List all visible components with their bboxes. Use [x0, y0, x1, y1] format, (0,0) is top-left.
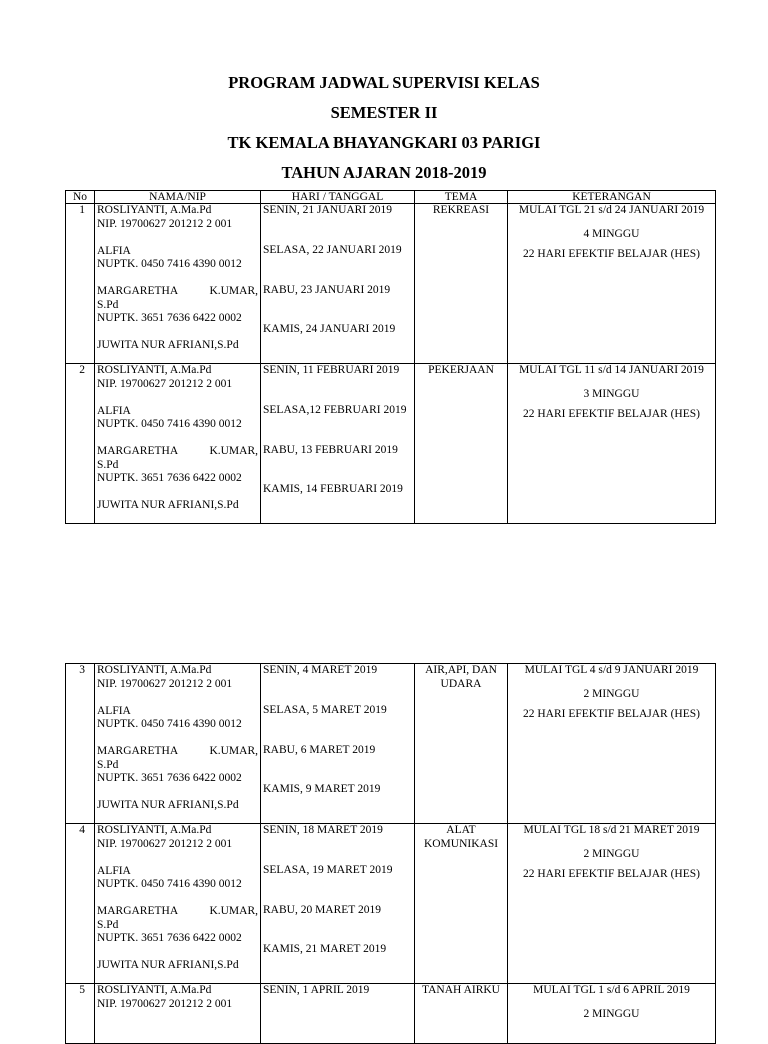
note-line: 2 MINGGU [583, 1007, 640, 1020]
teacher-list-cell [95, 364, 261, 524]
schedule-day: SELASA, 5 MARET 2019 [263, 704, 387, 716]
schedule-day: SELASA, 22 JANUARI 2019 [263, 244, 402, 256]
notes-cell [508, 664, 716, 824]
schedule-day: KAMIS, 14 FEBRUARI 2019 [263, 483, 403, 495]
note-line: 2 MINGGU [583, 847, 640, 860]
header-tema: TEMA [415, 191, 508, 204]
teacher-name: JUWITA NUR AFRIANI,S.Pd [97, 339, 239, 351]
teacher-name-part: MARGARETHA [97, 445, 179, 457]
teacher-id: NUPTK. 0450 7416 4390 0012 [97, 718, 242, 730]
header-hari: HARI / TANGGAL [261, 191, 415, 204]
schedule-days-cell [261, 364, 415, 524]
schedule-days-cell [261, 204, 415, 364]
note-line: MULAI TGL 11 s/d 14 JANUARI 2019 [519, 364, 704, 376]
teacher-id: NUPTK. 0450 7416 4390 0012 [97, 258, 242, 270]
schedule-day: SELASA,12 FEBRUARI 2019 [263, 404, 407, 416]
schedule-table-1 [65, 190, 716, 524]
teacher-id: NIP. 19700627 201212 2 001 [97, 837, 233, 850]
schedule-day: SELASA, 19 MARET 2019 [263, 864, 393, 876]
teacher-name: ALFIA [97, 704, 131, 717]
teacher-name: ROSLIYANTI, A.Ma.Pd [97, 984, 212, 996]
schedule-day: RABU, 13 FEBRUARI 2019 [263, 444, 398, 456]
teacher-name: ALFIA [97, 404, 131, 417]
teacher-name: JUWITA NUR AFRIANI,S.Pd [97, 799, 239, 811]
teacher-id: NUPTK. 0450 7416 4390 0012 [97, 418, 242, 430]
teacher-name: ALFIA [97, 864, 131, 877]
teacher-id: NIP. 19700627 201212 2 001 [97, 377, 233, 390]
teacher-name: ROSLIYANTI, A.Ma.Pd [97, 204, 212, 216]
teacher-name-part: S.Pd [97, 458, 119, 471]
teacher-id: NIP. 19700627 201212 2 001 [97, 677, 233, 690]
note-line: 22 HARI EFEKTIF BELAJAR (HES) [523, 867, 700, 880]
schedule-day: SENIN, 4 MARET 2019 [263, 664, 378, 676]
teacher-id: NIP. 19700627 201212 2 001 [97, 217, 233, 230]
teacher-list-cell [95, 824, 261, 984]
table-row [66, 824, 716, 984]
schedule-days-cell [261, 824, 415, 984]
header-nama: NAMA/NIP [95, 191, 261, 204]
teacher-name-part: K.UMAR, [209, 445, 258, 457]
note-line: MULAI TGL 21 s/d 24 JANUARI 2019 [518, 204, 705, 216]
theme-cell: PEKERJAAN [415, 364, 508, 524]
note-line: 3 MINGGU [583, 387, 640, 400]
teacher-id: NUPTK. 3651 7636 6422 0002 [97, 312, 242, 324]
header-keterangan: KETERANGAN [508, 191, 716, 204]
document-title [0, 68, 768, 188]
teacher-name-part: K.UMAR, [209, 745, 258, 757]
notes-cell [508, 364, 716, 524]
row-number: 2 [66, 364, 95, 524]
teacher-name: ROSLIYANTI, A.Ma.Pd [97, 664, 212, 676]
table-header-row [66, 191, 716, 204]
teacher-name-part: MARGARETHA [97, 745, 179, 757]
schedule-days-cell [261, 664, 415, 824]
schedule-days-cell [261, 984, 415, 1044]
teacher-id: NUPTK. 0450 7416 4390 0012 [97, 878, 242, 890]
row-number: 4 [66, 824, 95, 984]
schedule-day: RABU, 23 JANUARI 2019 [263, 284, 391, 296]
schedule-table-2 [65, 663, 716, 1044]
notes-cell [508, 204, 716, 364]
table-row [66, 364, 716, 524]
teacher-name: JUWITA NUR AFRIANI,S.Pd [97, 959, 239, 971]
note-line: 22 HARI EFEKTIF BELAJAR (HES) [523, 247, 700, 260]
title-line-4: TAHUN AJARAN 2018-2019 [281, 163, 487, 182]
teacher-id: NIP. 19700627 201212 2 001 [97, 997, 233, 1010]
table-row [66, 984, 716, 1044]
teacher-name [97, 745, 258, 759]
teacher-name-part: S.Pd [97, 918, 119, 931]
teacher-name-part: S.Pd [97, 758, 119, 771]
schedule-day: KAMIS, 24 JANUARI 2019 [263, 323, 396, 335]
schedule-day: RABU, 20 MARET 2019 [263, 904, 381, 916]
title-line-2: SEMESTER II [330, 103, 438, 122]
notes-cell [508, 984, 716, 1044]
row-number: 5 [66, 984, 95, 1044]
teacher-name-part: K.UMAR, [209, 905, 258, 917]
note-line: 22 HARI EFEKTIF BELAJAR (HES) [523, 707, 700, 720]
note-line: MULAI TGL 1 s/d 6 APRIL 2019 [533, 984, 690, 996]
teacher-list-cell [95, 664, 261, 824]
schedule-day: SENIN, 18 MARET 2019 [263, 824, 383, 836]
note-line: MULAI TGL 18 s/d 21 MARET 2019 [523, 824, 700, 836]
header-no: No [66, 191, 95, 204]
theme-cell: AIR,API, DAN UDARA [415, 664, 508, 824]
title-line-3: TK KEMALA BHAYANGKARI 03 PARIGI [227, 133, 541, 152]
table-row [66, 664, 716, 824]
teacher-name-part: MARGARETHA [97, 285, 179, 297]
table-row [66, 204, 716, 364]
schedule-day: KAMIS, 21 MARET 2019 [263, 943, 387, 955]
theme-cell: REKREASI [415, 204, 508, 364]
note-line: MULAI TGL 4 s/d 9 JANUARI 2019 [524, 664, 699, 676]
teacher-id: NUPTK. 3651 7636 6422 0002 [97, 772, 242, 784]
teacher-name-part: S.Pd [97, 298, 119, 311]
teacher-name: ROSLIYANTI, A.Ma.Pd [97, 824, 212, 836]
row-number: 3 [66, 664, 95, 824]
theme-cell: ALAT KOMUNIKASI [415, 824, 508, 984]
teacher-list-cell [95, 204, 261, 364]
teacher-id: NUPTK. 3651 7636 6422 0002 [97, 932, 242, 944]
note-line: 22 HARI EFEKTIF BELAJAR (HES) [523, 407, 700, 420]
teacher-name [97, 445, 258, 459]
schedule-day: SENIN, 1 APRIL 2019 [263, 984, 370, 996]
notes-cell [508, 824, 716, 984]
teacher-name: ROSLIYANTI, A.Ma.Pd [97, 364, 212, 376]
schedule-day: RABU, 6 MARET 2019 [263, 744, 376, 756]
teacher-list-cell [95, 984, 261, 1044]
schedule-day: SENIN, 21 JANUARI 2019 [263, 204, 393, 216]
schedule-day: SENIN, 11 FEBRUARI 2019 [263, 364, 400, 376]
title-line-1: PROGRAM JADWAL SUPERVISI KELAS [228, 73, 540, 92]
note-line: 2 MINGGU [583, 687, 640, 700]
teacher-name: JUWITA NUR AFRIANI,S.Pd [97, 499, 239, 511]
teacher-name [97, 905, 258, 919]
row-number: 1 [66, 204, 95, 364]
note-line: 4 MINGGU [583, 227, 640, 240]
schedule-day: KAMIS, 9 MARET 2019 [263, 783, 381, 795]
teacher-name: ALFIA [97, 244, 131, 257]
teacher-name-part: K.UMAR, [209, 285, 258, 297]
teacher-name-part: MARGARETHA [97, 905, 179, 917]
theme-cell: TANAH AIRKU [415, 984, 508, 1044]
teacher-id: NUPTK. 3651 7636 6422 0002 [97, 472, 242, 484]
teacher-name [97, 285, 258, 299]
